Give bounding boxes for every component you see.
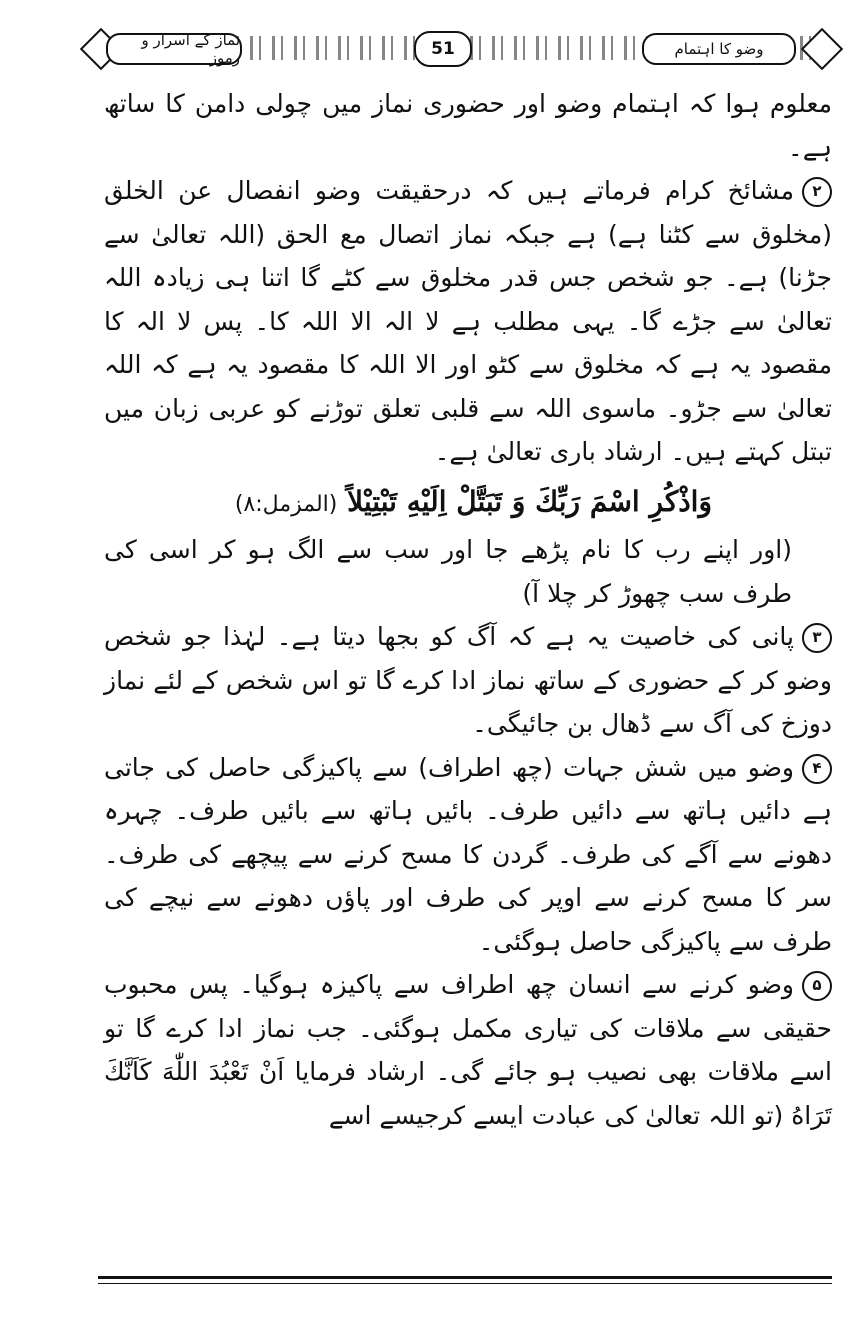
verse-arabic: وَاذْكُرِ اسْمَ رَبِّكَ وَ تَبَتَّلْ اِلَيْهِ تَبْتِيْلاً (347, 484, 712, 518)
paragraph-number: ۲ (802, 177, 832, 207)
paragraph-5 (104, 963, 832, 1137)
footer-rule (98, 1276, 832, 1279)
verse-reference: (المزمل:۸) (234, 491, 338, 517)
paragraph-4 (104, 746, 832, 964)
page-number: 51 (414, 31, 472, 67)
paragraph-text: وضو میں شش جہات (چھ اطراف) سے پاکیزگی حاصل کی جاتی ہے دائیں ہاتھ سے دائیں طرف۔ بائیں ہاتھ سے بائیں طرف۔ چہرہ دھونے سے آگے کی طرف۔ گردن کا مسح کرنے سے پیچھے کی طرف۔ سر کا مسح کرنے سے اوپر کی طرف اور پاؤں دھونے سے نیچے کی طرف سے پاکیزگی حاصل ہوگئی۔ (104, 752, 832, 956)
paragraph-2 (104, 169, 832, 474)
paragraph-text: پانی کی خاصیت یہ ہے کہ آگ کو بجھا دیتا ہے۔ لہٰذا جو شخص وضو کر کے حضوری کے ساتھ نماز ادا کرے گا تو اس شخص کے لئے نماز دوزخ کی آگ سے ڈھال بن جائیگی۔ (104, 622, 832, 738)
paragraph-3 (104, 615, 832, 746)
quran-verse (104, 480, 832, 527)
paragraph-intro (104, 82, 832, 169)
paragraph-number: ۴ (802, 754, 832, 784)
paragraph-number: ۵ (802, 971, 832, 1001)
paragraph-text: معلوم ہوا کہ اہتمام وضو اور حضوری نماز میں چولی دامن کا ساتھ ہے۔ (104, 89, 832, 162)
page-header (96, 26, 829, 70)
footer-rule-thin (98, 1283, 832, 1284)
verse-translation: (اور اپنے رب کا نام پڑھے جا اور سب سے الگ ہو کر اسی کی طرف سب چھوڑ کر چلا آ) (104, 535, 792, 608)
chapter-title: وضو کا اہتمام (642, 33, 796, 65)
paragraph-text: وضو کرنے سے انسان چھ اطراف سے پاکیزہ ہوگیا۔ پس محبوب حقیقی سے ملاقات کی تیاری مکمل ہوگئی۔ جب نماز ادا کرے گا تو اسے ملاقات بھی نصیب ہو جائے گی۔ ارشاد فرمایا اَنْ تَعْبُدَ اللّٰهَ كَاَنَّكَ تَرَاهُ (تو اللہ تعالیٰ کی عبادت ایسے کرجیسے اسے (104, 970, 832, 1130)
page-body (104, 82, 832, 1137)
ornament-right-icon (801, 28, 843, 70)
book-title: نماز کے اسرار و رموز (106, 33, 242, 65)
paragraph-number: ۳ (802, 623, 832, 653)
paragraph-text: مشائخ کرام فرماتے ہیں کہ درحقیقت وضو انفصال عن الخلق (مخلوق سے کٹنا ہے) ہے جبکہ نماز اتصال مع الحق (اللہ تعالیٰ سے جڑنا) ہے۔ جو شخص جس قدر مخلوق سے کٹے گا اتنا ہی زیادہ اللہ تعالیٰ سے جڑے گا۔ یہی مطلب ہے لا الہ الا اللہ کا۔ پس لا الہ کا مقصود یہ ہے کہ مخلوق سے کٹو اور الا اللہ کا مقصود یہ ہے کہ اللہ تعالیٰ سے جڑو۔ ماسوی اللہ سے قلبی تعلق توڑنے کو عربی زبان میں تبتل کہتے ہیں۔ ارشاد باری تعالیٰ ہے۔ (104, 176, 832, 466)
